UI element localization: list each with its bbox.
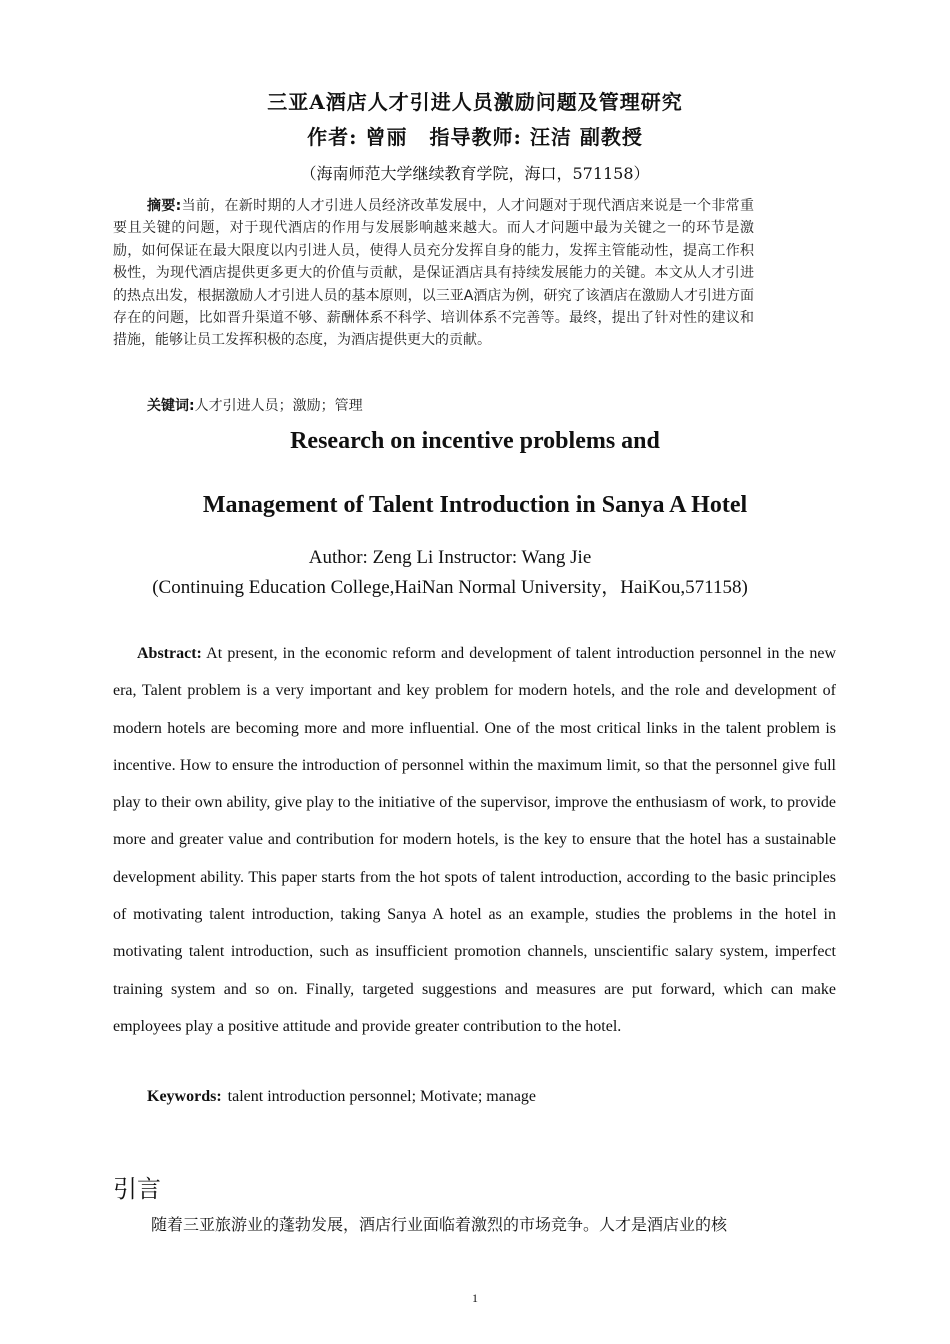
page-number: 1 — [472, 1291, 478, 1305]
chinese-author-line — [0, 121, 950, 150]
english-keywords-label: Keywords: — [147, 1088, 222, 1105]
introduction-text: 随着三亚旅游业的蓬勃发展，酒店行业面临着激烈的市场竞争。人才是酒店业的核 — [151, 1215, 728, 1234]
english-title-line-2: Management of Talent Introduction in Sanya A Hotel — [202, 492, 748, 518]
chinese-affiliation: （海南师范大学继续教育学院，海口，571158） — [300, 164, 650, 183]
chinese-keywords — [147, 395, 363, 415]
introduction-heading: 引言 — [113, 1175, 161, 1203]
english-author: Author: Zeng Li Instructor: Wang Jie — [308, 547, 592, 568]
chinese-abstract-label: 摘要: — [147, 198, 182, 214]
chinese-keywords-label: 关键词: — [147, 398, 195, 414]
chinese-advisor: 指导教师: 汪洁 副教授 — [429, 125, 643, 149]
english-keywords-text: talent introduction personnel; Motivate; manage — [227, 1088, 537, 1105]
chinese-title: 三亚A酒店人才引进人员激励问题及管理研究 — [267, 90, 683, 114]
english-abstract-text: At present, in the economic reform and development of talent introduction personnel in the new era, Talent problem is a very important and key problem for modern hotels, and the role and development of modern hotels are becoming more and more influential. One of the most critical links in the talent problem is incentive. How to ensure the introduction of personnel within the maximum limit, so that the personnel give full play to their own ability, give play to the initiative of the supervisor, improve the enthusiasm of work, to provide more and greater value and contribution for modern hotels, is the key to ensure that the hotel has a sustainable development ability. This paper starts from the hot spots of talent introduction, according to the basic principles of motivating talent introduction, taking Sanya A hotel as an example, studies the problems in the hotel in motivating talent introduction, such as insufficient promotion channels, unscientific salary system, imperfect training system and so on. Finally, targeted suggestions and measures are put forward, which can make employees play a positive attitude and provide greater contribution to the hotel. — [113, 645, 836, 1035]
english-abstract-label: Abstract: — [137, 645, 202, 662]
chinese-keywords-text: 人才引进人员；激励；管理 — [194, 398, 363, 414]
chinese-author: 作者: 曾丽 — [307, 125, 408, 149]
english-keywords — [147, 1088, 536, 1106]
chinese-abstract-text: 当前，在新时期的人才引进人员经济改革发展中，人才问题对于现代酒店来说是一个非常重要且关键的问题，对于现代酒店的作用与发展影响越来越大。而人才问题中最为关键之一的环节是激励，如何保证在最大限度以内引进人员，使得人员充分发挥自身的能力，发挥主管能动性，提高工作积极性，为现代酒店提供更多更大的价值与贡献，是保证酒店具有持续发展能力的关键。本文从人才引进的热点出发，根据激励人才引进人员的基本原则，以三亚A酒店为例，研究了该酒店在激励人才引进方面存在的问题，比如晋升渠道不够、薪酬体系不科学、培训体系不完善等。最终，提出了针对性的建议和措施，能够让员工发挥积极的态度，为酒店提供更大的贡献。 — [113, 198, 755, 349]
chinese-abstract — [113, 195, 754, 352]
english-title-line-1: Research on incentive problems and — [290, 428, 660, 454]
english-abstract — [113, 635, 836, 1045]
english-affiliation: (Continuing Education College,HaiNan Normal University，HaiKou,571158) — [152, 577, 748, 598]
